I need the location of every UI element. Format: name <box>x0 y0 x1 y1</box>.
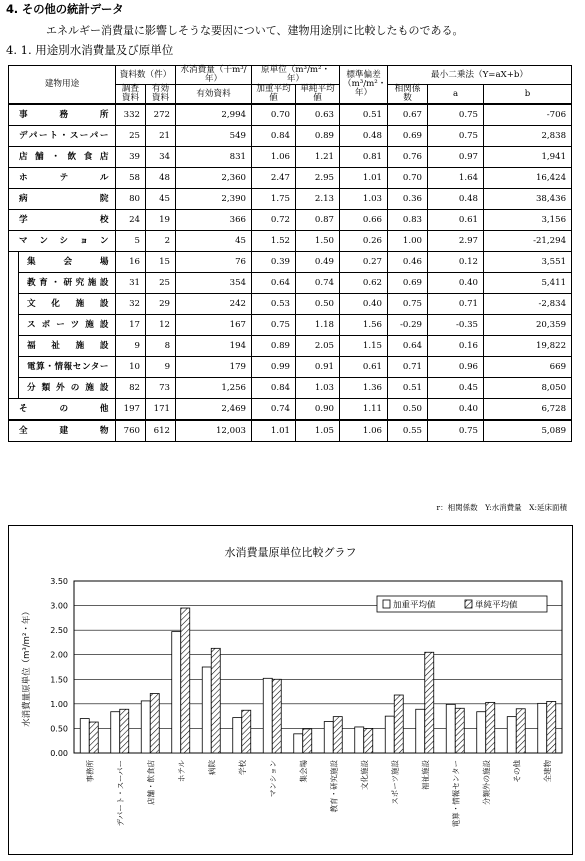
cell-water: 831 <box>176 147 252 168</box>
header-count: 資料数（件） <box>116 66 176 85</box>
cell-valid: 21 <box>146 126 176 147</box>
group-indent <box>9 378 19 399</box>
bar-weighted-avg <box>202 667 211 753</box>
building-use-name: マンション <box>9 231 116 252</box>
x-tick-label: 文化施設 <box>359 760 369 790</box>
bar-weighted-avg <box>80 719 89 753</box>
y-tick-label: 3.00 <box>50 601 68 611</box>
cell-r: 0.69 <box>388 273 428 294</box>
cell-sd: 1.01 <box>340 168 388 189</box>
x-tick-label: デパート・スーパー <box>115 760 125 827</box>
bar-simple-avg <box>150 694 159 753</box>
cell-a: 0.75 <box>428 126 484 147</box>
table-row <box>9 147 572 168</box>
cell-wavg: 0.99 <box>252 357 296 378</box>
cell-survey: 32 <box>116 294 146 315</box>
statistics-table <box>8 65 572 442</box>
cell-r: 0.83 <box>388 210 428 231</box>
y-tick-label: 0.50 <box>50 724 68 734</box>
table-row <box>9 231 572 252</box>
table-footnote: r：相関係数 Y:水消費量 X:延床面積 <box>436 503 567 512</box>
cell-sd: 1.06 <box>340 420 388 442</box>
cell-valid: 34 <box>146 147 176 168</box>
cell-water: 1,256 <box>176 378 252 399</box>
bar-weighted-avg <box>416 709 425 753</box>
x-tick-label: スポーツ施設 <box>390 760 400 805</box>
cell-survey: 9 <box>116 336 146 357</box>
table-row <box>9 357 572 378</box>
group-indent <box>9 252 19 273</box>
cell-b: 8,050 <box>484 378 572 399</box>
table-row <box>9 336 572 357</box>
cell-survey: 31 <box>116 273 146 294</box>
cell-savg: 2.05 <box>296 336 340 357</box>
cell-valid: 9 <box>146 357 176 378</box>
bar-simple-avg <box>211 648 220 753</box>
cell-sd: 0.40 <box>340 294 388 315</box>
header-survey: 調査資料 <box>116 85 146 105</box>
cell-r: 0.46 <box>388 252 428 273</box>
building-use-name: その他 <box>9 399 116 421</box>
x-tick-label: 電算・情報センター <box>451 760 461 828</box>
group-indent <box>9 357 19 378</box>
cell-a: 0.61 <box>428 210 484 231</box>
cell-water: 549 <box>176 126 252 147</box>
cell-savg: 1.05 <box>296 420 340 442</box>
cell-water: 2,994 <box>176 104 252 126</box>
cell-savg: 0.50 <box>296 294 340 315</box>
y-tick-label: 2.50 <box>50 626 68 636</box>
bar-weighted-avg <box>263 678 272 753</box>
cell-sd: 1.15 <box>340 336 388 357</box>
cell-savg: 0.63 <box>296 104 340 126</box>
bar-weighted-avg <box>385 716 394 753</box>
x-tick-label: 分類外の施設 <box>481 760 491 805</box>
building-use-name: 店舗・飲食店 <box>9 147 116 168</box>
building-use-name: スポーツ施設 <box>19 315 116 336</box>
cell-a: 1.64 <box>428 168 484 189</box>
cell-valid: 272 <box>146 104 176 126</box>
header-unit: 原単位（m³/m²・年） <box>252 66 340 85</box>
cell-savg: 2.95 <box>296 168 340 189</box>
bar-simple-avg <box>547 701 556 753</box>
bar-chart <box>9 526 572 854</box>
cell-b: -706 <box>484 104 572 126</box>
bar-weighted-avg <box>233 718 242 753</box>
y-tick-label: 0.00 <box>50 749 68 758</box>
cell-savg: 0.91 <box>296 357 340 378</box>
building-use-name: 全建物 <box>9 420 116 442</box>
bar-simple-avg <box>120 709 129 753</box>
cell-savg: 0.49 <box>296 252 340 273</box>
cell-water: 45 <box>176 231 252 252</box>
legend-label-weighted: 加重平均値 <box>393 600 436 611</box>
intro-text: エネルギー消費量に影響しそうな要因について、建物用途別に比較したものである。 <box>46 24 464 37</box>
building-use-name: 学校 <box>9 210 116 231</box>
bar-simple-avg <box>272 679 281 753</box>
building-use-name: ホテル <box>9 168 116 189</box>
header-a: a <box>428 85 484 105</box>
building-use-name: 病院 <box>9 189 116 210</box>
header-b: b <box>484 85 572 105</box>
chart-frame <box>8 525 573 855</box>
cell-survey: 17 <box>116 315 146 336</box>
bar-simple-avg <box>242 710 251 753</box>
cell-survey: 25 <box>116 126 146 147</box>
building-use-name: 電算・情報センター <box>19 357 116 378</box>
cell-a: 0.12 <box>428 252 484 273</box>
cell-wavg: 0.74 <box>252 399 296 421</box>
x-tick-label: 店舗・飲食店 <box>146 760 156 805</box>
cell-r: 0.70 <box>388 168 428 189</box>
table-row <box>9 315 572 336</box>
section-title: 4. 1. 用途別水消費量及び原単位 <box>6 43 174 57</box>
bar-simple-avg <box>486 702 495 753</box>
cell-sd: 1.11 <box>340 399 388 421</box>
cell-a: 0.48 <box>428 189 484 210</box>
cell-survey: 39 <box>116 147 146 168</box>
cell-wavg: 2.47 <box>252 168 296 189</box>
bar-simple-avg <box>364 728 373 753</box>
table-row <box>9 168 572 189</box>
cell-water: 194 <box>176 336 252 357</box>
cell-savg: 1.21 <box>296 147 340 168</box>
cell-a: 0.40 <box>428 273 484 294</box>
header-sd: 標準偏差（m³/m²・年） <box>340 66 388 105</box>
cell-b: 669 <box>484 357 572 378</box>
x-tick-label: マンション <box>268 760 278 798</box>
cell-b: 5,411 <box>484 273 572 294</box>
building-use-name: 事務所 <box>9 104 116 126</box>
bar-weighted-avg <box>355 727 364 753</box>
cell-wavg: 0.70 <box>252 104 296 126</box>
cell-survey: 82 <box>116 378 146 399</box>
header-water: 水消費量（千m³/年） <box>176 66 252 85</box>
bar-weighted-avg <box>324 722 333 753</box>
bar-weighted-avg <box>172 632 181 753</box>
cell-a: 0.96 <box>428 357 484 378</box>
cell-r: 0.76 <box>388 147 428 168</box>
bar-weighted-avg <box>294 734 303 753</box>
cell-savg: 0.87 <box>296 210 340 231</box>
cell-sd: 1.56 <box>340 315 388 336</box>
cell-valid: 73 <box>146 378 176 399</box>
bar-weighted-avg <box>477 712 486 753</box>
page-heading: 4. その他の統計データ <box>6 2 124 16</box>
cell-sd: 0.51 <box>340 104 388 126</box>
header-use: 建物用途 <box>9 66 116 105</box>
bar-simple-avg <box>89 722 98 753</box>
cell-wavg: 0.75 <box>252 315 296 336</box>
cell-r: 0.64 <box>388 336 428 357</box>
cell-wavg: 1.75 <box>252 189 296 210</box>
x-tick-label: 教育・研究施設 <box>329 760 339 813</box>
cell-savg: 2.13 <box>296 189 340 210</box>
cell-b: -2,834 <box>484 294 572 315</box>
group-indent <box>9 294 19 315</box>
cell-valid: 48 <box>146 168 176 189</box>
cell-a: 2.97 <box>428 231 484 252</box>
cell-water: 12,003 <box>176 420 252 442</box>
x-tick-label: その他 <box>512 760 522 783</box>
bar-simple-avg <box>516 709 525 753</box>
x-tick-label: 福祉施設 <box>420 760 430 790</box>
cell-sd: 0.27 <box>340 252 388 273</box>
cell-sd: 0.81 <box>340 147 388 168</box>
cell-a: 0.16 <box>428 336 484 357</box>
cell-wavg: 0.39 <box>252 252 296 273</box>
cell-survey: 80 <box>116 189 146 210</box>
table-row <box>9 210 572 231</box>
cell-b: 3,551 <box>484 252 572 273</box>
table-body <box>9 66 572 442</box>
cell-valid: 12 <box>146 315 176 336</box>
cell-water: 179 <box>176 357 252 378</box>
cell-r: 0.67 <box>388 104 428 126</box>
cell-water: 76 <box>176 252 252 273</box>
cell-a: 0.97 <box>428 147 484 168</box>
cell-b: 20,359 <box>484 315 572 336</box>
cell-sd: 0.62 <box>340 273 388 294</box>
cell-survey: 24 <box>116 210 146 231</box>
cell-b: 16,424 <box>484 168 572 189</box>
cell-survey: 197 <box>116 399 146 421</box>
cell-valid: 171 <box>146 399 176 421</box>
cell-survey: 760 <box>116 420 146 442</box>
x-tick-label: 学校 <box>237 760 247 775</box>
bar-simple-avg <box>303 729 312 753</box>
cell-water: 366 <box>176 210 252 231</box>
header-simple-avg: 単純平均値 <box>296 85 340 105</box>
bar-simple-avg <box>425 652 434 753</box>
legend-swatch-weighted <box>383 600 390 608</box>
table-row <box>9 273 572 294</box>
cell-water: 2,390 <box>176 189 252 210</box>
bar-simple-avg <box>394 695 403 753</box>
cell-survey: 332 <box>116 104 146 126</box>
cell-b: 2,838 <box>484 126 572 147</box>
table-row <box>9 378 572 399</box>
cell-r: 0.51 <box>388 378 428 399</box>
cell-b: 3,156 <box>484 210 572 231</box>
cell-water: 167 <box>176 315 252 336</box>
chart-title: 水消費量原単位比較グラフ <box>224 546 357 559</box>
cell-a: 0.40 <box>428 399 484 421</box>
cell-wavg: 1.06 <box>252 147 296 168</box>
table-row <box>9 252 572 273</box>
cell-valid: 15 <box>146 252 176 273</box>
y-tick-label: 2.00 <box>50 650 68 660</box>
table-row <box>9 126 572 147</box>
y-tick-label: 1.50 <box>50 675 68 685</box>
bar-weighted-avg <box>507 717 516 753</box>
bar-simple-avg <box>333 717 342 753</box>
cell-savg: 1.50 <box>296 231 340 252</box>
building-use-name: 福祉施設 <box>19 336 116 357</box>
building-use-name: 教育・研究施設 <box>19 273 116 294</box>
x-tick-label: 事務所 <box>85 760 95 783</box>
cell-savg: 1.18 <box>296 315 340 336</box>
cell-r: 0.75 <box>388 294 428 315</box>
cell-b: 1,941 <box>484 147 572 168</box>
header-valid: 有効資料 <box>146 85 176 105</box>
cell-r: -0.29 <box>388 315 428 336</box>
cell-a: 0.71 <box>428 294 484 315</box>
cell-a: -0.35 <box>428 315 484 336</box>
cell-sd: 0.48 <box>340 126 388 147</box>
cell-water: 354 <box>176 273 252 294</box>
cell-wavg: 0.72 <box>252 210 296 231</box>
cell-survey: 16 <box>116 252 146 273</box>
table-row <box>9 399 572 421</box>
cell-savg: 0.90 <box>296 399 340 421</box>
y-tick-label: 3.50 <box>50 577 68 586</box>
table-row <box>9 420 572 442</box>
bar-weighted-avg <box>111 712 120 753</box>
bar-weighted-avg <box>538 703 547 753</box>
x-tick-label: 病院 <box>207 760 217 775</box>
x-tick-label: ホテル <box>176 760 186 783</box>
bar-weighted-avg <box>446 704 455 753</box>
cell-b: 38,436 <box>484 189 572 210</box>
cell-water: 2,360 <box>176 168 252 189</box>
header-valid-data: 有効資料 <box>176 85 252 105</box>
group-indent <box>9 315 19 336</box>
cell-r: 0.36 <box>388 189 428 210</box>
x-tick-label: 全建物 <box>542 760 552 783</box>
cell-wavg: 1.01 <box>252 420 296 442</box>
bar-weighted-avg <box>141 701 150 753</box>
cell-b: 6,728 <box>484 399 572 421</box>
cell-sd: 0.66 <box>340 210 388 231</box>
x-tick-label: 集会場 <box>298 760 308 783</box>
cell-sd: 1.36 <box>340 378 388 399</box>
cell-b: 19,822 <box>484 336 572 357</box>
cell-valid: 8 <box>146 336 176 357</box>
cell-savg: 0.74 <box>296 273 340 294</box>
cell-wavg: 0.89 <box>252 336 296 357</box>
building-use-name: 集会場 <box>19 252 116 273</box>
cell-valid: 29 <box>146 294 176 315</box>
cell-a: 0.45 <box>428 378 484 399</box>
cell-r: 0.50 <box>388 399 428 421</box>
cell-sd: 1.03 <box>340 189 388 210</box>
group-indent <box>9 273 19 294</box>
cell-sd: 0.61 <box>340 357 388 378</box>
header-least-squares: 最小二乗法（Y=aX+b） <box>388 66 572 85</box>
cell-r: 0.55 <box>388 420 428 442</box>
cell-valid: 45 <box>146 189 176 210</box>
building-use-name: デパート・スーパー <box>9 126 116 147</box>
cell-a: 0.75 <box>428 104 484 126</box>
cell-valid: 25 <box>146 273 176 294</box>
cell-wavg: 0.53 <box>252 294 296 315</box>
cell-survey: 5 <box>116 231 146 252</box>
cell-survey: 10 <box>116 357 146 378</box>
table-row <box>9 294 572 315</box>
cell-valid: 19 <box>146 210 176 231</box>
building-use-name: 文化施設 <box>19 294 116 315</box>
cell-b: -21,294 <box>484 231 572 252</box>
cell-savg: 1.03 <box>296 378 340 399</box>
cell-survey: 58 <box>116 168 146 189</box>
cell-valid: 612 <box>146 420 176 442</box>
y-tick-label: 1.00 <box>50 699 68 709</box>
cell-wavg: 0.84 <box>252 126 296 147</box>
cell-valid: 2 <box>146 231 176 252</box>
cell-wavg: 0.84 <box>252 378 296 399</box>
bar-simple-avg <box>455 708 464 753</box>
cell-wavg: 0.64 <box>252 273 296 294</box>
group-indent <box>9 336 19 357</box>
cell-water: 242 <box>176 294 252 315</box>
table-row <box>9 104 572 126</box>
cell-wavg: 1.52 <box>252 231 296 252</box>
cell-a: 0.75 <box>428 420 484 442</box>
y-axis-label: 水消費量原単位（m³/m²・年） <box>22 607 32 727</box>
cell-r: 1.00 <box>388 231 428 252</box>
header-correlation: 相関係数 <box>388 85 428 105</box>
legend-swatch-simple <box>465 600 472 608</box>
header-weighted-avg: 加重平均値 <box>252 85 296 105</box>
cell-water: 2,469 <box>176 399 252 421</box>
bar-simple-avg <box>181 608 190 753</box>
table-row <box>9 189 572 210</box>
cell-b: 5,089 <box>484 420 572 442</box>
legend-label-simple: 単純平均値 <box>475 600 518 611</box>
cell-sd: 0.26 <box>340 231 388 252</box>
cell-r: 0.69 <box>388 126 428 147</box>
cell-savg: 0.89 <box>296 126 340 147</box>
cell-r: 0.71 <box>388 357 428 378</box>
building-use-name: 分類外の施設 <box>19 378 116 399</box>
